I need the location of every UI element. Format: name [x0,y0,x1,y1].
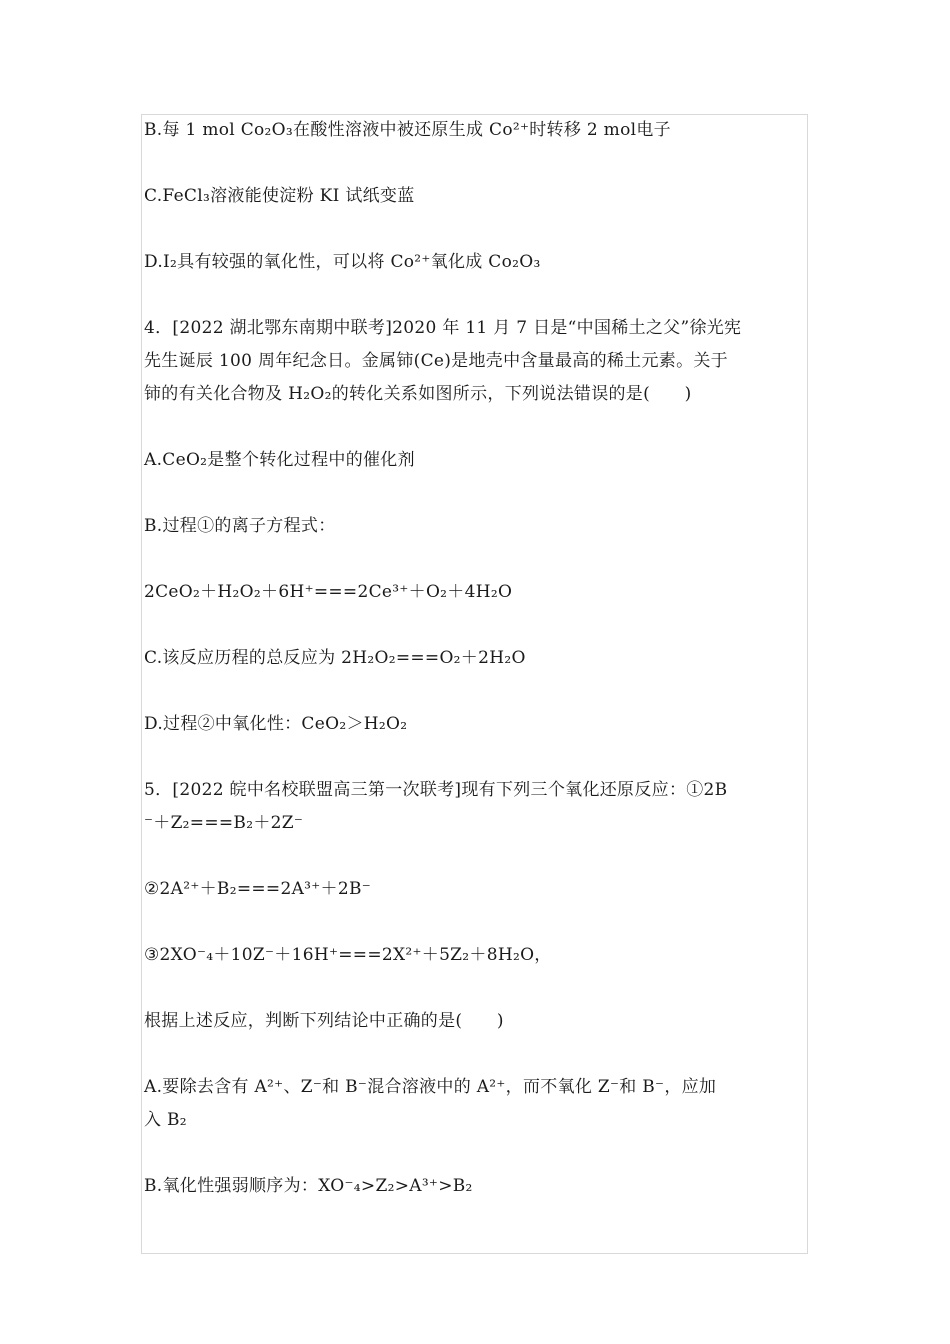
q4-option-d: D.过程②中氧化性：CeO₂＞H₂O₂ [144,714,408,734]
q5-option-a-line-1: A.要除去含有 A²⁺、Z⁻和 B⁻混合溶液中的 A²⁺，而不氧化 Z⁻和 B⁻，应加 [144,1077,717,1097]
q4-stem [144,312,808,411]
q5-option-a-line-2: 入 B₂ [144,1110,187,1130]
q4-stem-line-2: 先生诞辰 100 周年纪念日。金属铈(Ce)是地壳中含量最高的稀土元素。关于 [144,351,728,371]
q5-stem-line-1: 5．[2022 皖中名校联盟高三第一次联考]现有下列三个氧化还原反应：①2B [144,780,728,800]
q5-stem-line-2: ⁻＋Z₂===B₂＋2Z⁻ [144,813,304,833]
q4-stem-line-3: 铈的有关化合物及 H₂O₂的转化关系如图所示，下列说法错误的是( ) [144,384,692,404]
q5-option-b: B.氧化性强弱顺序为：XO⁻₄>Z₂>A³⁺>B₂ [144,1176,473,1196]
q3-option-d: D.I₂具有较强的氧化性，可以将 Co²⁺氧化成 Co₂O₃ [144,252,541,272]
q3-option-c: C.FeCl₃溶液能使淀粉 KI 试纸变蓝 [144,186,415,206]
q4-stem-line-1: 4．[2022 湖北鄂东南期中联考]2020 年 11 月 7 日是“中国稀土之父”徐光宪 [144,318,742,338]
q4-option-a: A.CeO₂是整个转化过程中的催化剂 [144,450,415,470]
q3-option-b: B.每 1 mol Co₂O₃在酸性溶液中被还原生成 Co²⁺时转移 2 mol电子 [144,120,671,140]
q4-option-b: B.过程①的离子方程式： [144,516,336,536]
q5-option-a [144,1071,808,1137]
document-content [144,114,808,1203]
q4-option-b-equation: 2CeO₂＋H₂O₂＋6H⁺===2Ce³⁺＋O₂＋4H₂O [144,582,513,602]
q5-equation-3: ③2XO⁻₄＋10Z⁻＋16H⁺===2X²⁺＋5Z₂＋8H₂O， [144,945,552,965]
q5-equation-2: ②2A²⁺＋B₂===2A³⁺＋2B⁻ [144,879,372,899]
q4-option-c: C.该反应历程的总反应为 2H₂O₂===O₂＋2H₂O [144,648,526,668]
q5-stem [144,774,808,840]
q5-question: 根据上述反应，判断下列结论中正确的是( ) [144,1011,504,1031]
